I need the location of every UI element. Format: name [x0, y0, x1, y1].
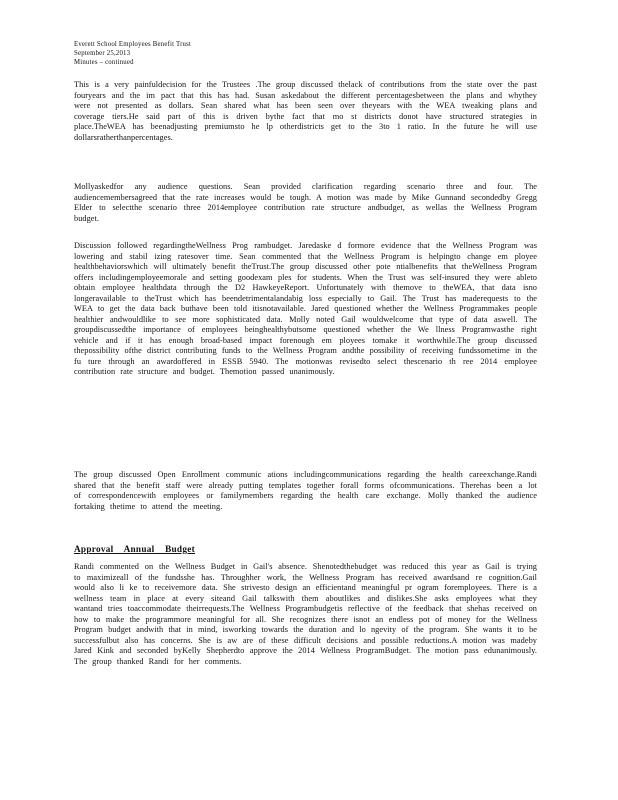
header-organization: Everett School Employees Benefit Trust: [74, 41, 192, 48]
paragraph-wellness-discussion: Discussion followed regardingtheWellness Prog rambudget. Jaredaske d formore evidence that the Wellness Program was lowering and stabil izing ratesover time. Sean commented that the Wellness Program is helpingto change em ployee healthbehaviorswhich will ultimately benefit theTrust.The group discussed other pote ntialbenefits that theWellness Program offers includingemployeemorale and setting goodexam ples for students. When the Trust was self-insured they were ableto obtain employee healthdata through the D2 HawkeyeReport. Unfortunately with themove to theWEA, that data isno longeravailable to theTrust which has beendetrimentalandabig loss especially to Gail. The Trust has maderequests to the WEA to get the data back buthave been told itisnotavailable. Jared questioned whether the Wellness Programmakes people healthier andwouldlike to see more sophisticated data. Molly noted Gail wouldwelcome that type of data aswell. The groupdiscussedthe importance of employees beinghealthybutsome questioned whether the We llness Programwasthe right vehicle and if it has enough broad-based impact forenough em ployees tomake it worthwhile.The group discussed thepossibility ofthe district contributing funds to the Wellness Program andthe possibility of receiving fundssometime in the fu ture through an awardoffered in ESSB 5940. The motionwas revisedto select thescenario th ree 2014 employee contribution rate structure and budget. Themotion passed unanimously.: [74, 241, 537, 376]
header-date: September 25,2013: [74, 50, 131, 57]
minutes-header: [74, 40, 191, 67]
paragraph-wellness-budget: Randi commented on the Wellness Budget in Gail's absence. Shenotedthebudget was reduced this year as Gail is trying to maximizeall of the fundsshe has. Throughher work, the Wellness Program has received awardsand re cognition.Gail would also li ke to receivemore data. She strivesto design an efficientand meaningful pr ogram foremployees. There is a wellness team in place at every siteand Gail talkswith them aboutlikes and dislikes.She asks employees what they wantand tries toaccommodate theirrequests.The Wellness Programbudgetis reflective of the feedback that shehas received on how to make the programmore meaningful for all. She recognizes there isnot an endless pot of money for the Wellness Program budget andwith that in mind, isworking towards the duration and lo ngevity of the program. She wants it to be successfulbut also has concerns. She is aw are of these difficult decisions and possible reductions.A motion was madeby Jared Kink and seconded byKelly Shepherdto approve the 2014 Wellness ProgramBudget. The motion pass edunanimously. The group thanked Randi for her comments.: [74, 562, 537, 666]
section-heading-annual-budget: Approval Annual Budget: [74, 544, 195, 554]
paragraph-audience-questions: Mollyaskedfor any audience questions. Sean provided clarification regarding scenario three and four. The audiencemembersagreed that the rate increases would be tough. A motion was made by Mike Gunnand secondedby Gregg Elder to selectthe scenario three 2014employee contribution rate structure andbudget, as wellas the Wellness Program budget.: [74, 182, 537, 223]
header-minutes-label: Minutes – continued: [74, 59, 134, 66]
paragraph-open-enrollment: The group discussed Open Enrollment communic ations includingcommunications regarding the health careexchange.Randi shared that the benefit staff were already putting templates together forall forms ofcommunications. Therehas been a lot of correspondencewith employees or familymembers regarding the health care exchange. Molly thanked the audience fortaking thetime to attend the meeting.: [74, 470, 537, 511]
paragraph-contributions: This is a very painfuldecision for the Trustees .The group discussed thelack of contributions from the state over the past fouryears and the im pact that this has had. Susan askedabout the different percentagesbetween the plans and whythey were not presented as dollars. Sean shared what has been seen over theyears with the WEA tweaking plans and coverage tiers.He said part of this is driven bythe fact that mo st districts donot have structured strategies in place.TheWEA has beenadjusting premiumsto he lp otherdistricts get to the 3to 1 ratio. In the future he will use dollarsratherthanpercentages.: [74, 80, 537, 142]
